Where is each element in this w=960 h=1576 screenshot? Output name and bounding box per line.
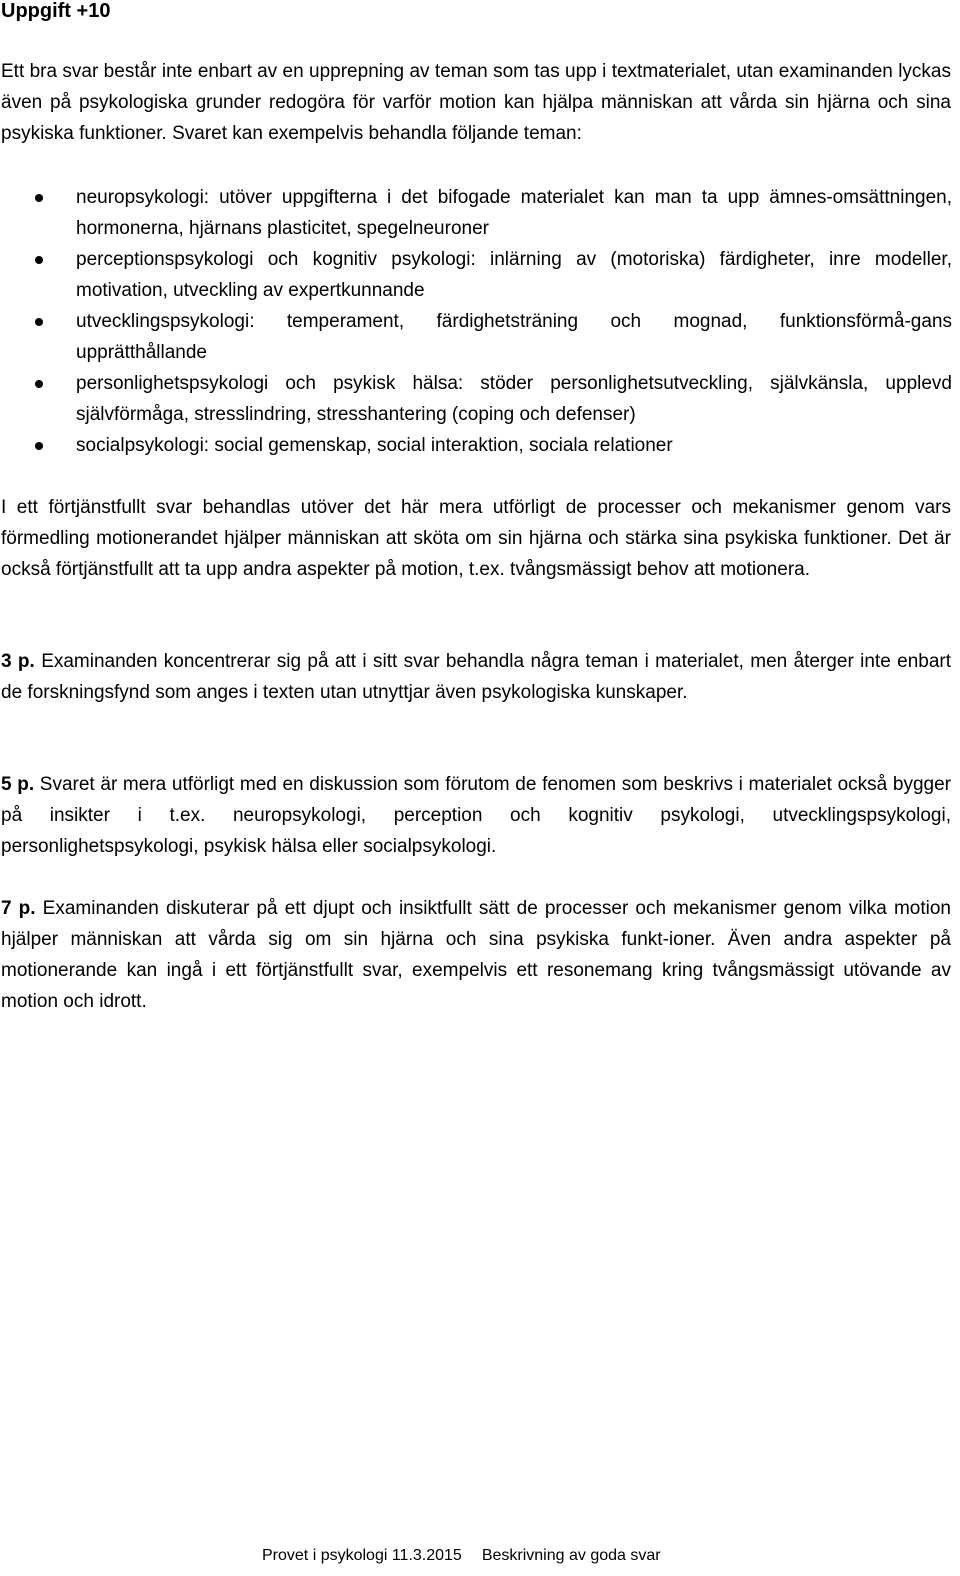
page-footer — [262, 1544, 661, 1568]
score-level-7 — [1, 893, 951, 1017]
bullet-icon — [35, 380, 43, 388]
bullet-icon — [35, 318, 43, 326]
score-points: 5 p. — [1, 774, 35, 795]
list-item-text: neuropsykologi: utöver uppgifterna i det bifogade materialet kan man ta upp ämnes-omsättningen, hormonerna, hjärnans plasticitet, spegelneuroner — [76, 187, 952, 239]
merit-paragraph: I ett förtjänstfullt svar behandlas utöver det här mera utförligt de processer och mekanismer genom vars förmedling motionerandet hjälper människan att sköta om sin hjärna och stärka sina psykiska funktioner. Det är också förtjänstfullt att ta upp andra aspekter på motion, t.ex. tvångsmässigt behov att motionera. — [1, 497, 951, 580]
list-item — [0, 430, 952, 461]
score-points: 7 p. — [1, 898, 36, 919]
list-item — [0, 306, 952, 368]
footer-exam-name: Provet i psykologi 11.3.2015 — [262, 1547, 462, 1564]
intro-paragraph: Ett bra svar består inte enbart av en upprepning av teman som tas upp i textmaterialet, utan examinanden lyckas även på psykologiska grunder redogöra för varför motion kan hjälpa människan att vårda sin hjärna och sina psykiska funktioner. Svaret kan exempelvis behandla följande teman: — [1, 61, 951, 144]
bullet-icon — [35, 256, 43, 264]
bullet-icon — [35, 442, 43, 450]
list-item — [0, 368, 952, 430]
list-item — [0, 182, 952, 244]
footer-doc-type: Beskrivning av goda svar — [481, 1547, 661, 1564]
list-item-text: personlighetspsykologi och psykisk hälsa: stöder personlighetsutveckling, självkänsla, upplevd självförmåga, stresslindring, stresshantering (coping och defenser) — [76, 373, 952, 425]
list-item-text: utvecklingspsykologi: temperament, färdighetsträning och mognad, funktionsförmå-gans upprätthållande — [76, 311, 952, 363]
score-level-5 — [1, 769, 951, 862]
list-item-text: socialpsykologi: social gemenskap, social interaktion, sociala relationer — [76, 435, 673, 456]
theme-list — [0, 182, 952, 461]
score-description: Examinanden koncentrerar sig på att i sitt svar behandla några teman i materialet, men återger inte enbart de forskningsfynd som anges i texten utan utnyttjar även psykologiska kunskaper. — [1, 651, 952, 703]
score-description: Svaret är mera utförligt med en diskussion som förutom de fenomen som beskrivs i materialet också bygger på insikter i t.ex. neuropsykologi, perception och kognitiv psykologi, utvecklingspsykologi, personlighetspsykologi, psykisk hälsa eller socialpsykologi. — [1, 774, 951, 857]
score-level-3 — [1, 646, 951, 708]
page-title: Uppgift +10 — [1, 0, 111, 22]
score-description: Examinanden diskuterar på ett djupt och insiktfullt sätt de processer och mekanismer genom vilka motion hjälper människan att vårda sig om sin hjärna och sina psykiska funkt-ioner. Även andra aspekter på motionerande kan ingå i ett förtjänstfullt svar, exempelvis ett resonemang kring tvångsmässigt utövande av motion och idrott. — [1, 898, 951, 1012]
list-item-text: perceptionspsykologi och kognitiv psykologi: inlärning av (motoriska) färdigheter, inre modeller, motivation, utveckling av expertkunnande — [76, 249, 952, 301]
list-item — [0, 244, 952, 306]
score-points: 3 p. — [1, 651, 35, 672]
bullet-icon — [35, 194, 43, 202]
